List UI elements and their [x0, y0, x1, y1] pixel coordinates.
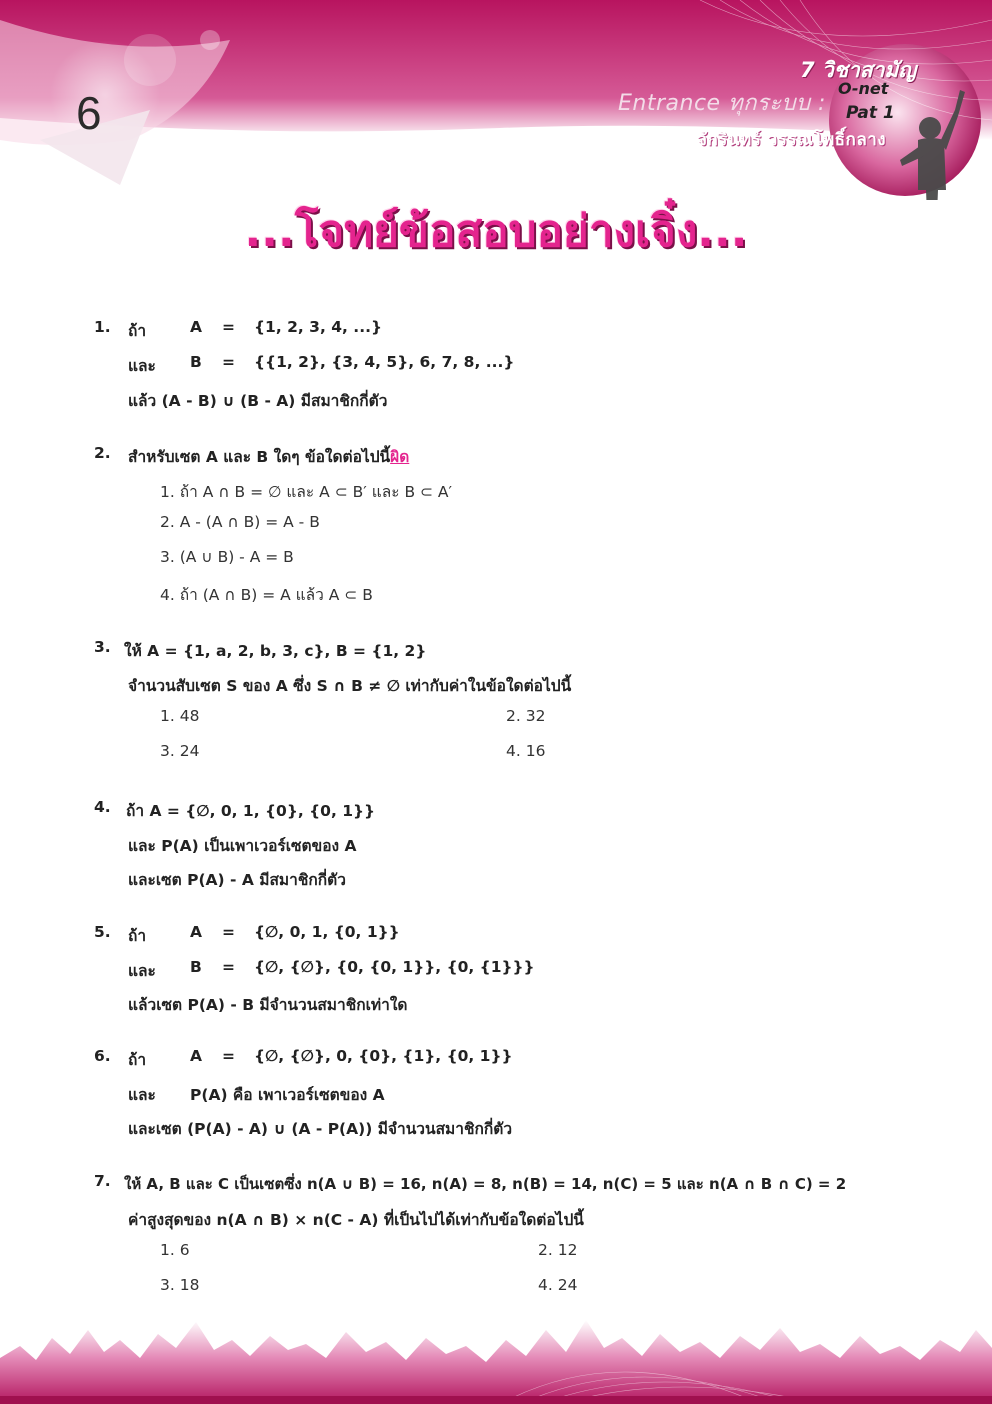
brand-onet: O-net [838, 79, 889, 98]
q7-option-4: 4. 24 [538, 1276, 578, 1294]
q1-set-a: A [190, 318, 202, 336]
q5-equals-1: = [222, 923, 235, 941]
q5-value-b: {∅, {∅}, {0, {0, 1}}, {0, {1}}} [254, 958, 535, 976]
brand-subject: 7 วิชาสามัญ [800, 58, 917, 82]
q1-line2 [94, 353, 794, 375]
q6-number: 6. [94, 1047, 111, 1065]
q1-label-if: ถ้า [128, 322, 147, 340]
q3-option-2: 2. 32 [506, 707, 546, 725]
q6-label-if: ถ้า [128, 1051, 147, 1069]
q5-equals-2: = [222, 958, 235, 976]
q1-set-b: B [190, 353, 202, 371]
page-title: ...โจทย์ข้อสอบอย่างเจิ๋ง... [244, 206, 748, 257]
q4-line2: และ P(A) เป็นเพาเวอร์เซตของ A [128, 837, 357, 855]
brand-pat: Pat 1 [846, 103, 895, 123]
q2-option-3: 3. (A ∪ B) - A = B [160, 548, 294, 566]
q5-line2 [94, 958, 794, 980]
q7-option-3: 3. 18 [160, 1276, 200, 1294]
q2-stem-text: สำหรับเซต A และ B ใดๆ ข้อใดต่อไปนี้ [128, 448, 391, 466]
q7-line2: ค่าสูงสุดของ n(A ∩ B) × n(C - A) ที่เป็นไปได้เท่ากับข้อใดต่อไปนี้ [128, 1211, 584, 1229]
q5-set-a: A [190, 923, 202, 941]
q6-line1 [94, 1047, 794, 1069]
q6-value-a: {∅, {∅}, 0, {0}, {1}, {0, 1}} [254, 1047, 513, 1065]
q5-line1 [94, 923, 794, 945]
q6-line3: และเซต (P(A) - A) ∪ (A - P(A)) มีจำนวนสมาชิกกี่ตัว [128, 1120, 513, 1138]
brand-entrance: Entrance ทุกระบบ : [618, 91, 826, 116]
q5-value-a: {∅, 0, 1, {0, 1}} [254, 923, 400, 941]
q1-line3: แล้ว (A - B) ∪ (B - A) มีสมาชิกกี่ตัว [128, 392, 388, 410]
q5-number: 5. [94, 923, 111, 941]
q2-option-2: 2. A - (A ∩ B) = A - B [160, 513, 320, 531]
q1-label-and: และ [128, 357, 156, 375]
page-number: 6 [76, 87, 102, 139]
q5-label-if: ถ้า [128, 927, 147, 945]
q2-option-4: 4. ถ้า (A ∩ B) = A แล้ว A ⊂ B [160, 586, 373, 604]
q4-number: 4. [94, 798, 111, 816]
q2-number: 2. [94, 444, 111, 462]
q1-line1 [94, 318, 794, 340]
q4-line3: และเซต P(A) - A มีสมาชิกกี่ตัว [128, 871, 346, 889]
q5-line3: แล้วเซต P(A) - B มีจำนวนสมาชิกเท่าใด [128, 996, 408, 1014]
q7-option-2: 2. 12 [538, 1241, 578, 1259]
q3-option-4: 4. 16 [506, 742, 546, 760]
q1-value-a: {1, 2, 3, 4, ...} [254, 318, 383, 336]
q3-option-1: 1. 48 [160, 707, 200, 725]
q5-label-and: และ [128, 962, 156, 980]
q6-set-a: A [190, 1047, 202, 1065]
q6-label-and: และ [128, 1086, 156, 1104]
brand-author: จักรินทร์ วรรณโพธิ์กลาง [697, 130, 887, 150]
q5-set-b: B [190, 958, 202, 976]
footer-banner [0, 1300, 992, 1404]
q1-value-b: {{1, 2}, {3, 4, 5}, 6, 7, 8, ...} [254, 353, 515, 371]
q2-option-1: 1. ถ้า A ∩ B = ∅ และ A ⊂ B′ และ B ⊂ A′ [160, 483, 453, 501]
q4-line1: ถ้า A = {∅, 0, 1, {0}, {0, 1}} [126, 802, 376, 820]
q1-equals-1: = [222, 318, 235, 336]
q1-number: 1. [94, 318, 111, 336]
q3-number: 3. [94, 638, 111, 656]
q3-line2: จำนวนสับเซต S ของ A ซึ่ง S ∩ B ≠ ∅ เท่ากับค่าในข้อใดต่อไปนี้ [128, 677, 572, 695]
q3-line1: ให้ A = {1, a, 2, b, 3, c}, B = {1, 2} [124, 642, 427, 660]
q7-number: 7. [94, 1172, 111, 1190]
q1-equals-2: = [222, 353, 235, 371]
q6-line2 [94, 1082, 794, 1104]
q7-option-1: 1. 6 [160, 1241, 190, 1259]
q6-power-set-def: P(A) คือ เพาเวอร์เซตของ A [190, 1086, 385, 1104]
header-banner [0, 0, 992, 200]
q2-stem-wrong: ผิด [390, 448, 410, 466]
q2-stem [128, 444, 409, 469]
q6-equals: = [222, 1047, 235, 1065]
q7-line1: ให้ A, B และ C เป็นเซตซึ่ง n(A ∪ B) = 16, n(A) = 8, n(B) = 14, n(C) = 5 และ n(A ∩ B ∩ C) = 2 [124, 1175, 847, 1193]
q3-option-3: 3. 24 [160, 742, 200, 760]
